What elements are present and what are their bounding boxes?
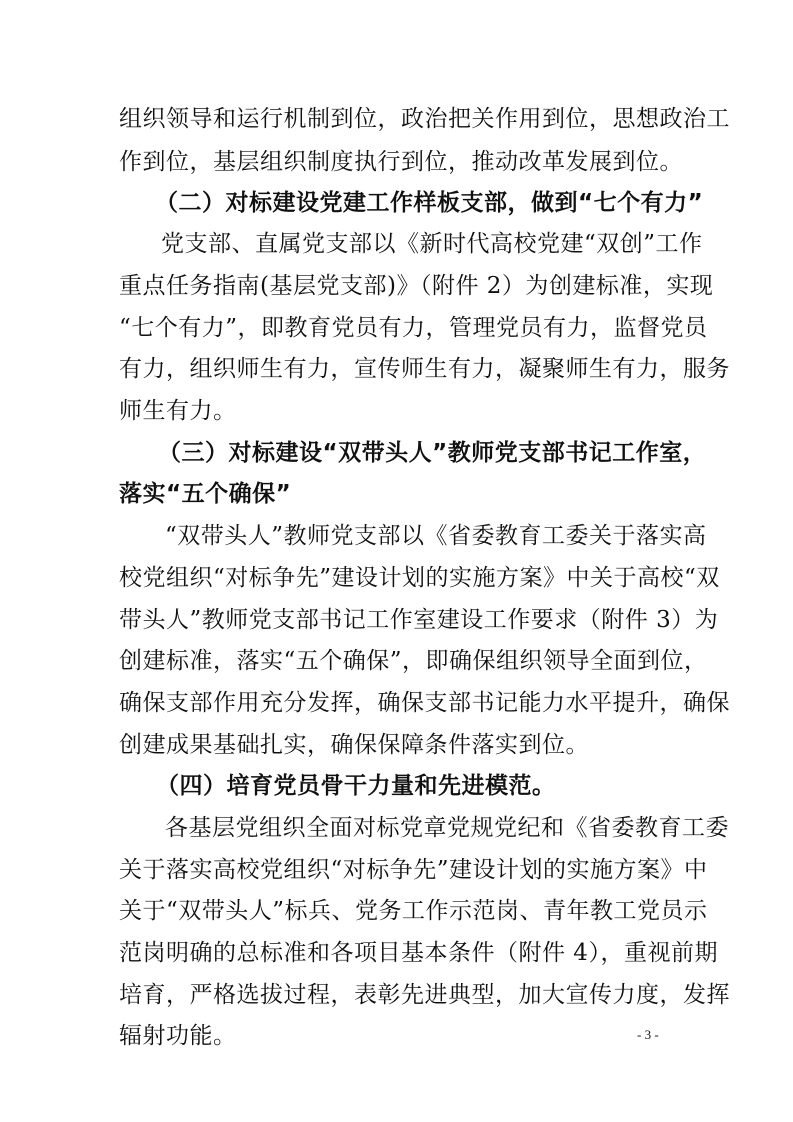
body-line: 党支部、直属党支部以《新时代高校党建“双创”工作: [161, 231, 703, 257]
body-line: 各基层党组织全面对标党章党规党纪和《省委教育工委: [165, 815, 729, 841]
body-line: 重点任务指南(基层党支部)》（附件 2）为创建标准，实现: [119, 273, 714, 299]
body-line: 作到位，基层组织制度执行到位，推动改革发展到位。: [119, 149, 683, 175]
body-line: 创建标准，落实“五个确保”，即确保组织领导全面到位，: [119, 648, 708, 674]
section-heading: （三）对标建设“双带头人”教师党支部书记工作室，: [158, 440, 707, 466]
body-line: 关于落实高校党组织“对标争先”建设计划的实施方案》中: [119, 857, 708, 883]
body-line: 有力，组织师生有力，宣传师生有力，凝聚师生有力，服务: [119, 356, 730, 382]
body-line: 创建成果基础扎实，确保保障条件落实到位。: [119, 732, 589, 758]
body-line: “双带头人”教师党支部以《省委教育工委关于落实高: [165, 523, 707, 549]
body-line: 培育，严格选拔过程，表彰先进典型，加大宣传力度，发挥: [119, 982, 730, 1008]
body-line: 组织领导和运行机制到位，政治把关作用到位，思想政治工: [119, 106, 730, 132]
body-line: 带头人”教师党支部书记工作室建设工作要求（附件 3）为: [119, 607, 719, 633]
section-heading: （二）对标建设党建工作样板支部，做到“七个有力”: [155, 190, 704, 216]
section-heading: （四）培育党员骨干力量和先进模范。: [156, 773, 556, 799]
body-line: 范岗明确的总标准和各项目基本条件（附件 4），重视前期: [119, 940, 718, 966]
body-line: 辐射功能。: [119, 1023, 237, 1049]
page-number: - 3 -: [637, 1027, 659, 1042]
section-heading-continued: 落实“五个确保”: [119, 481, 292, 507]
body-line: “七个有力”，即教育党员有力，管理党员有力，监督党员: [119, 315, 708, 341]
body-line: 确保支部作用充分发挥，确保支部书记能力水平提升，确保: [119, 690, 730, 716]
body-line: 校党组织“对标争先”建设计划的实施方案》中关于高校“双: [119, 565, 720, 591]
body-line: 关于“双带头人”标兵、党务工作示范岗、青年教工党员示: [119, 898, 708, 924]
body-line: 师生有力。: [119, 398, 237, 424]
